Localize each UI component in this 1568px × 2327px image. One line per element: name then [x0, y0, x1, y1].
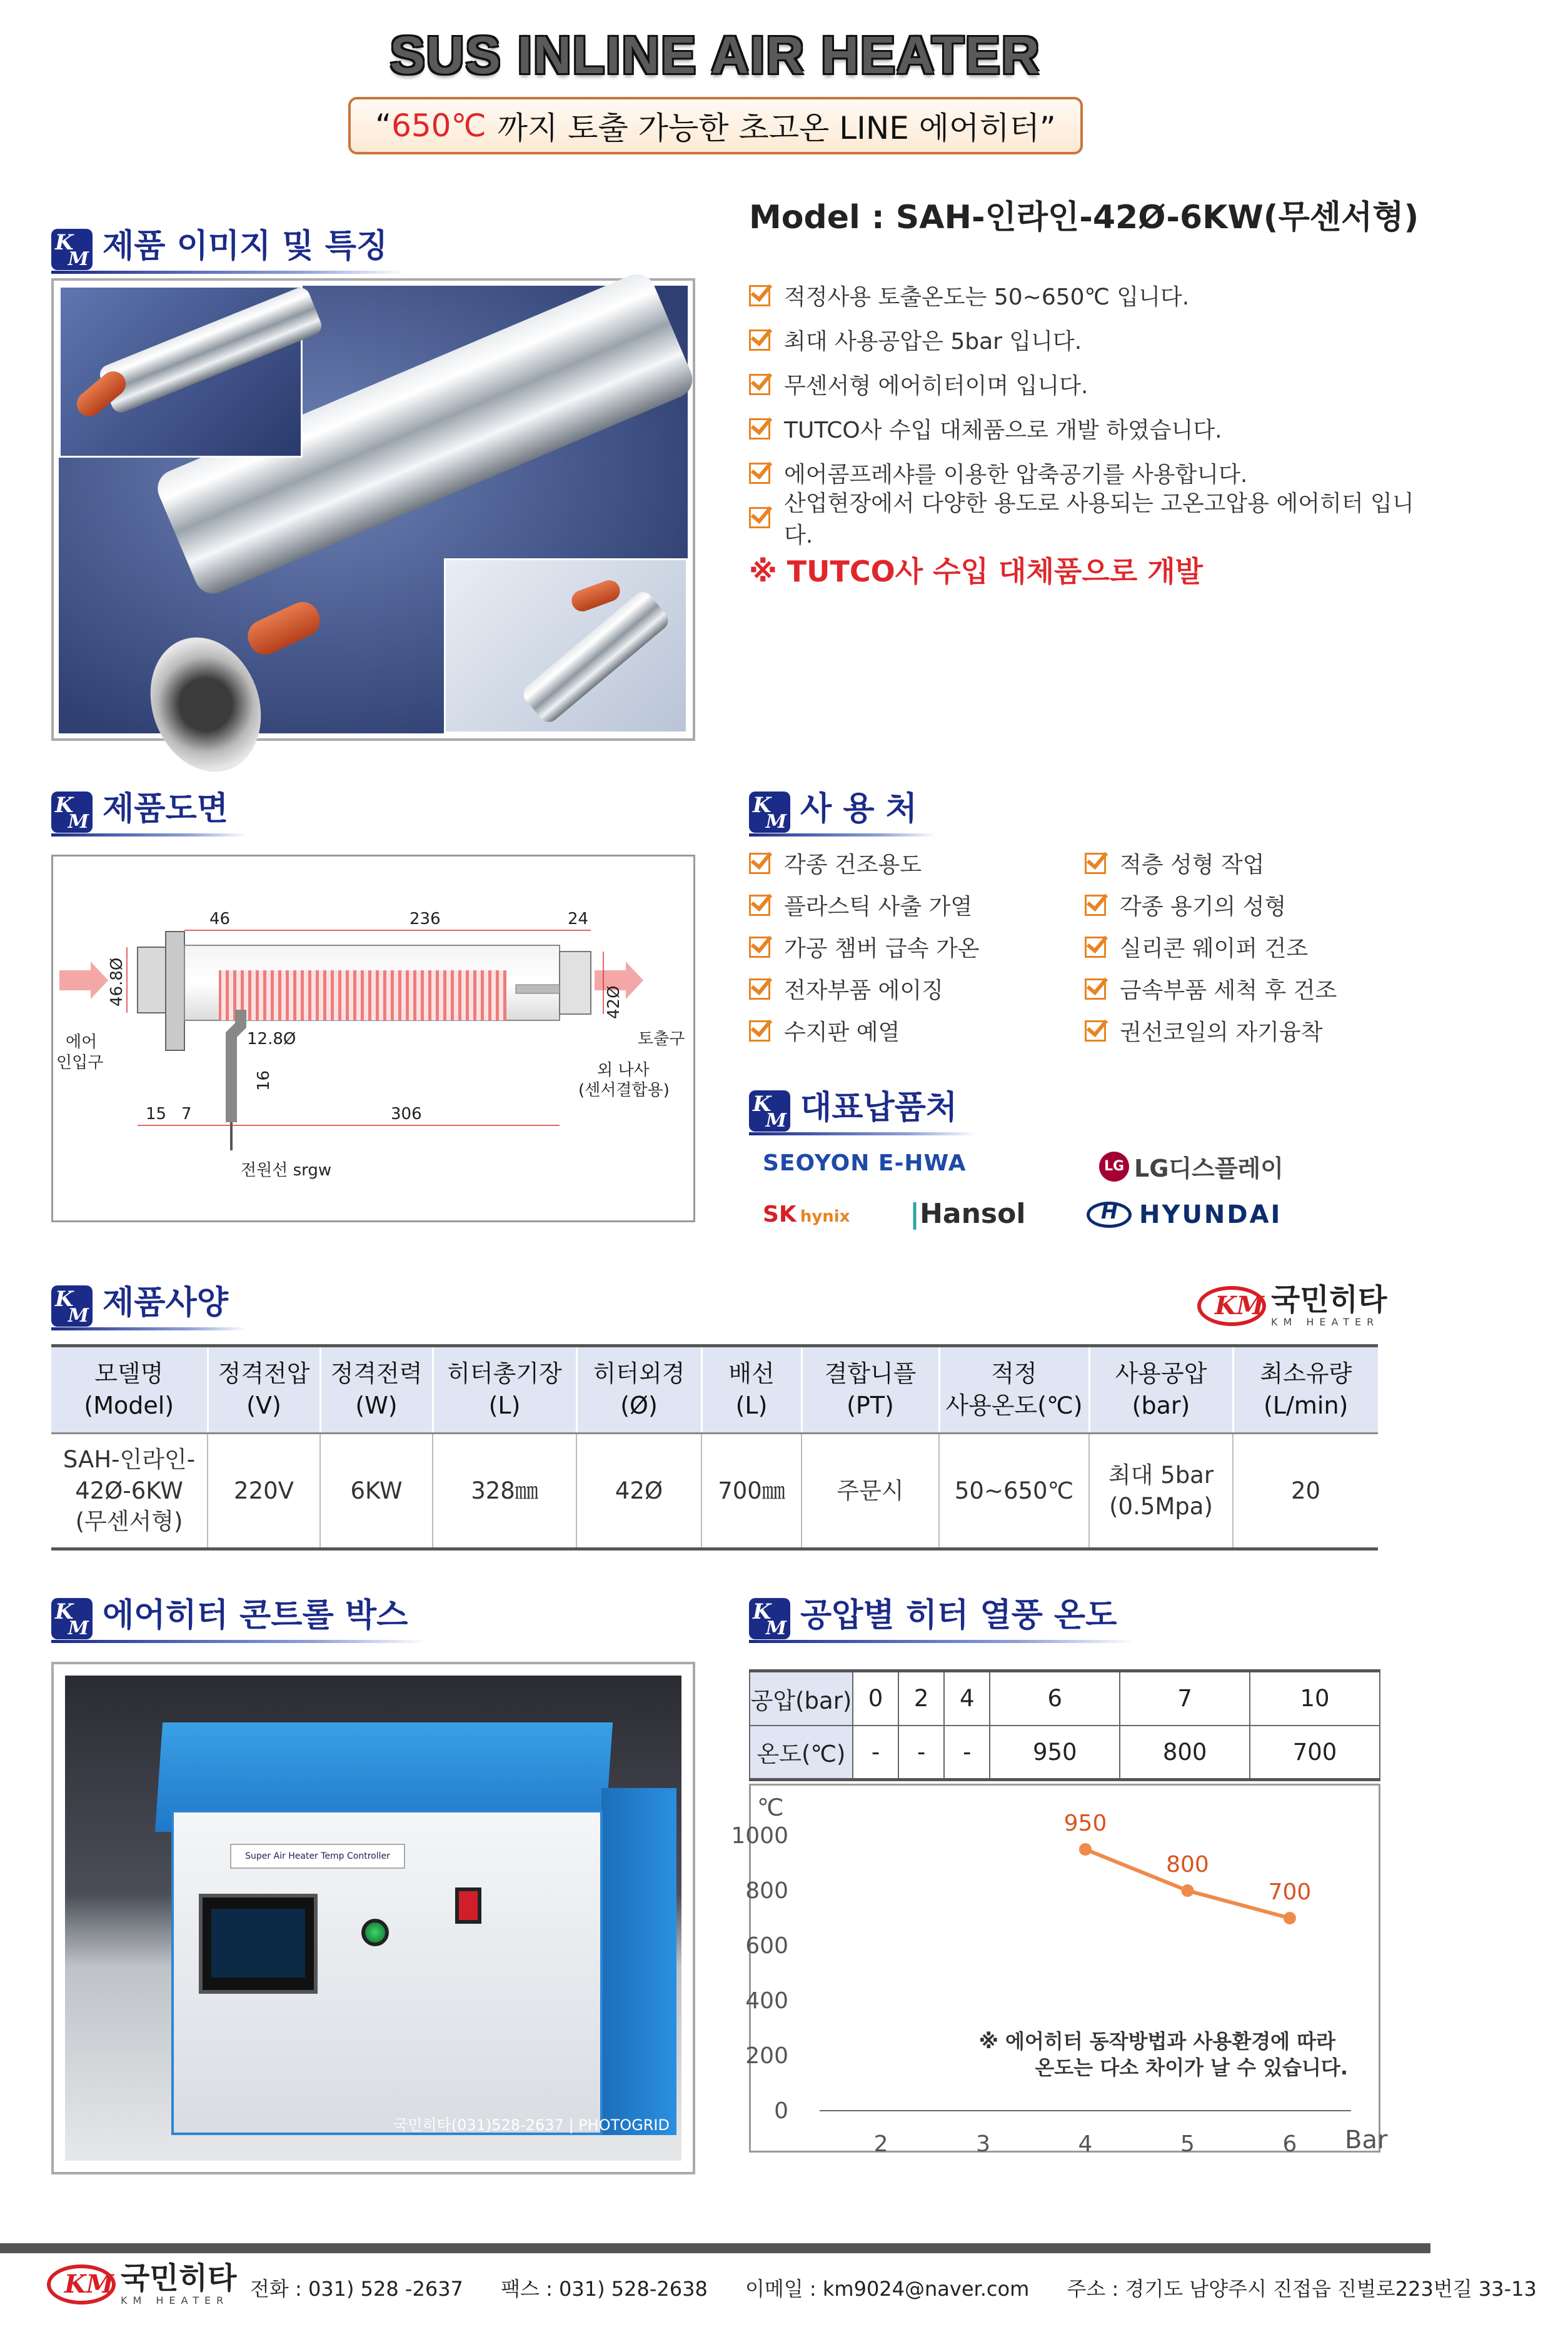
checkbox-icon: [1085, 978, 1106, 1000]
section-product-image: [51, 213, 388, 270]
feature-list: [749, 273, 1430, 548]
photo-caption: 국민히타(031)528-2637 | PHOTOGRID: [393, 2116, 670, 2134]
pressure-cell: 7: [1120, 1671, 1250, 1726]
usage-item: 실리콘 웨이퍼 건조: [1085, 926, 1337, 968]
subtitle-banner: [348, 97, 1083, 154]
drawing-pin: [516, 985, 560, 993]
label-thread-2: (센서결합용): [578, 1081, 670, 1100]
usage-item: 각종 용기의 성형: [1085, 884, 1337, 926]
label-power: 전원선 srgw: [241, 1161, 332, 1180]
chart-note-line-2: 온도는 다소 차이가 날 수 있습니다.: [1035, 2056, 1348, 2079]
km-logo-icon: K M: [51, 792, 93, 833]
checkbox-icon: [1085, 937, 1106, 958]
inset-photo-top: [59, 286, 303, 458]
checkbox-icon: [749, 374, 770, 395]
usage-item: 플라스틱 사출 가열: [749, 884, 980, 926]
spec-data-cell: 최대 5bar (0.5Mpa): [1089, 1434, 1233, 1549]
customer-hyundai-logo: H HYUNDAI: [1087, 1200, 1282, 1229]
chart-x-tick-label: 6: [1282, 2131, 1297, 2157]
control-box-photo: [51, 1662, 695, 2174]
drawing-flange: [166, 932, 184, 1050]
chart-y-tick-label: 200: [745, 2043, 788, 2069]
brand-mark-icon: KM: [1197, 1286, 1266, 1326]
dim-12-8: 12.8Ø: [247, 1030, 296, 1048]
checkbox-icon: [749, 418, 770, 440]
chart-data-point: [1284, 1912, 1296, 1924]
usage-item: 권선코일의 자기융착: [1085, 1010, 1337, 1052]
dim-46: 46: [209, 910, 231, 928]
spec-header-row: [51, 1346, 1378, 1434]
footer-address: 주소 : 경기도 남양주시 진접읍 진벌로223번길 33-13: [1067, 2277, 1537, 2301]
temperature-cell: -: [898, 1726, 944, 1780]
section-usage: [749, 775, 917, 833]
footer-contact: [250, 2273, 1568, 2302]
lg-mark-icon: LG: [1099, 1152, 1129, 1182]
chart-data-point: [1079, 1843, 1092, 1856]
checkbox-icon: [1085, 1020, 1106, 1042]
km-logo-icon: K M: [51, 1598, 93, 1639]
spec-data-cell: 220V: [208, 1434, 320, 1549]
dim-46-8: 46.8Ø: [108, 957, 126, 1007]
control-box-side-image: [601, 1788, 676, 2135]
spec-data-cell: 328㎜: [433, 1434, 576, 1549]
label-inlet-2: 인입구: [56, 1053, 104, 1072]
section-title-customers: 대표납품처: [800, 1081, 957, 1132]
section-title-pressure-temp: 공압별 히터 열풍 온도: [800, 1589, 1117, 1639]
dim-42: 42Ø: [605, 985, 623, 1019]
usage-item: 가공 챔버 급속 가온: [749, 926, 980, 968]
subtitle-text: 까지 토출 가능한 초고온 LINE 에어히터”: [497, 110, 1056, 146]
section-pressure-temp: [749, 1582, 1117, 1639]
inset-photo-bottom: [444, 558, 688, 733]
footer-bar: [0, 2243, 1430, 2253]
checkbox-icon: [749, 329, 770, 351]
spec-data-cell: 6KW: [320, 1434, 433, 1549]
usage-list-left: [749, 842, 980, 1052]
customer-seoyon-logo: SEOYON E-HWA: [763, 1150, 967, 1176]
green-lamp-icon: [361, 1919, 389, 1946]
checkbox-icon: [749, 285, 770, 306]
power-switch-icon: [455, 1887, 481, 1924]
feature-item: 무센서형 에어히터이며 입니다.: [749, 362, 1430, 406]
section-control-box: [51, 1582, 408, 1639]
checkbox-icon: [749, 937, 770, 958]
pressure-cell: 0: [853, 1671, 898, 1726]
spec-data-cell: 20: [1233, 1434, 1378, 1549]
spec-header-cell: 정격전압 (V): [208, 1346, 320, 1434]
section-title-control-box: 에어히터 콘트롤 박스: [103, 1589, 408, 1639]
technical-drawing: [51, 855, 695, 1222]
chart-note-line-1: ※ 에어히터 동작방법과 사용환경에 따라: [978, 2029, 1335, 2053]
footer-phone: 전화 : 031) 528 -2637: [250, 2277, 463, 2301]
feature-item: 최대 사용공압은 5bar 입니다.: [749, 318, 1430, 362]
dim-15: 15: [146, 1105, 167, 1123]
spec-data-row: [51, 1434, 1378, 1549]
chart-x-tick-label: 3: [976, 2131, 990, 2157]
chart-y-tick-label: 400: [745, 1988, 788, 2014]
spec-header-cell: 정격전력 (W): [320, 1346, 433, 1434]
km-logo-icon: K M: [51, 229, 93, 270]
spec-header-cell: 최소유량 (L/min): [1233, 1346, 1378, 1434]
pressure-table-label: 공압(bar): [750, 1671, 853, 1726]
spec-header-cell: 모델명 (Model): [51, 1346, 208, 1434]
pressure-cell: 2: [898, 1671, 944, 1726]
pressure-cell: 4: [944, 1671, 990, 1726]
customer-sk-logo: SK hynix: [763, 1202, 850, 1227]
spec-header-cell: 히터외경 (Ø): [576, 1346, 701, 1434]
drawing-nipple: [138, 947, 166, 1013]
km-logo-icon: K M: [749, 1090, 790, 1132]
pressure-table: [749, 1669, 1380, 1781]
checkbox-icon: [1085, 895, 1106, 916]
dim-7: 7: [181, 1105, 192, 1123]
usage-item: 수지판 예열: [749, 1010, 980, 1052]
chart-data-point: [1181, 1884, 1194, 1897]
spec-data-cell: 50~650℃: [939, 1434, 1089, 1549]
km-logo-icon: K M: [749, 1598, 790, 1639]
drawing-elbow: [231, 1010, 241, 1122]
checkbox-icon: [749, 895, 770, 916]
control-box-front-image: [171, 1810, 603, 2135]
chart-x-tick-label: 4: [1078, 2131, 1093, 2157]
customer-hansol-logo: |Hansol: [910, 1198, 1026, 1230]
label-inlet-1: 에어: [66, 1033, 98, 1052]
chart-y-tick-label: 800: [745, 1878, 788, 1904]
temperature-cell: 700: [1250, 1726, 1380, 1780]
temperature-chart: [731, 1784, 1388, 2157]
spec-header-cell: 배선 (L): [701, 1346, 802, 1434]
pressure-table-label: 온도(℃): [750, 1726, 853, 1780]
brand-logo-footer: KM 국민히타 KM HEATER: [47, 2263, 236, 2306]
dim-306: 306: [391, 1105, 422, 1123]
dim-16: 16: [254, 1070, 273, 1091]
feature-item: 산업현장에서 다양한 용도로 사용되는 고온고압용 에어히터 입니다.: [749, 495, 1430, 540]
section-spec: [51, 1269, 228, 1327]
brand-logo-top: KM 국민히타 KM HEATER: [1197, 1285, 1387, 1327]
temperature-cell: 800: [1120, 1726, 1250, 1780]
drawing-svg: [53, 857, 693, 1220]
spec-header-cell: 사용공압 (bar): [1089, 1346, 1233, 1434]
chart-x-tick-label: 2: [873, 2131, 888, 2157]
chart-svg: [731, 1786, 1388, 2157]
checkbox-icon: [749, 507, 770, 528]
drawing-coil: [219, 970, 506, 1020]
page-title: SUS INLINE AIR HEATER: [389, 26, 1041, 84]
footer-email: 이메일 : km9024@naver.com: [745, 2277, 1030, 2301]
dim-236: 236: [410, 910, 441, 928]
brand-mark-icon: KM: [47, 2264, 116, 2304]
label-outlet: 토출구: [638, 1030, 685, 1048]
usage-list-right: [1085, 842, 1337, 1052]
section-drawing: [51, 775, 228, 833]
drawing-outlet-thread: [560, 952, 591, 1014]
hyundai-mark-icon: [1087, 1202, 1132, 1228]
temperature-cell: -: [944, 1726, 990, 1780]
checkbox-icon: [749, 978, 770, 1000]
dim-24: 24: [568, 910, 589, 928]
pressure-cell: 6: [990, 1671, 1120, 1726]
pressure-row: [750, 1671, 1380, 1726]
chart-data-label: 800: [1166, 1852, 1209, 1877]
chart-y-label: ℃: [757, 1794, 784, 1821]
product-photo: [51, 278, 695, 741]
chart-y-tick-label: 600: [745, 1933, 788, 1959]
chart-data-label: 700: [1268, 1879, 1312, 1905]
section-title-drawing: 제품도면: [103, 782, 228, 833]
km-logo-icon: K M: [51, 1285, 93, 1327]
spec-data-cell: 700㎜: [701, 1434, 802, 1549]
spec-data-cell: 42Ø: [576, 1434, 701, 1549]
red-connector-image: [243, 596, 325, 660]
checkbox-icon: [749, 463, 770, 484]
footer-fax: 팩스 : 031) 528-2638: [501, 2277, 708, 2301]
chart-x-tick-label: 5: [1180, 2131, 1195, 2157]
pressure-cell: 10: [1250, 1671, 1380, 1726]
label-thread-1: 외 나사: [597, 1061, 650, 1080]
usage-item: 적층 성형 작업: [1085, 842, 1337, 884]
temperature-cell: 950: [990, 1726, 1120, 1780]
highlight-note: ※ TUTCO사 수입 대체품으로 개발: [749, 555, 1204, 588]
feature-item: 에어콤프레샤를 이용한 압축공기를 사용합니다.: [749, 451, 1430, 495]
section-title-usage: 사 용 처: [800, 782, 917, 833]
temperature-cell: -: [853, 1726, 898, 1780]
chart-x-label: Bar: [1345, 2126, 1388, 2154]
checkbox-icon: [749, 1020, 770, 1042]
spec-table: [51, 1344, 1378, 1550]
spec-header-cell: 적정 사용온도(℃): [939, 1346, 1089, 1434]
temperature-row: [750, 1726, 1380, 1780]
temp-controller-display: [199, 1894, 318, 1994]
spec-data-cell: 주문시: [802, 1434, 939, 1549]
chart-y-tick-label: 1000: [731, 1823, 788, 1849]
checkbox-icon: [1085, 853, 1106, 874]
checkbox-icon: [749, 853, 770, 874]
km-logo-icon: K M: [749, 792, 790, 833]
usage-item: 각종 건조용도: [749, 842, 980, 884]
drawing-inlet-arrow: [59, 962, 108, 999]
model-title: Model : SAH-인라인-42Ø-6KW(무센서형): [749, 199, 1419, 236]
section-title-spec: 제품사양: [103, 1276, 228, 1327]
feature-item: TUTCO사 수입 대체품으로 개발 하였습니다.: [749, 406, 1430, 451]
subtitle-quote: “: [375, 108, 392, 144]
feature-item: 적정사용 토출온도는 50~650℃ 입니다.: [749, 273, 1430, 318]
control-panel-label: Super Air Heater Temp Controller: [230, 1844, 405, 1869]
spec-header-cell: 히터총기장 (L): [433, 1346, 576, 1434]
usage-item: 금속부품 세척 후 건조: [1085, 968, 1337, 1010]
spec-data-cell: SAH-인라인- 42Ø-6KW (무센서형): [51, 1434, 208, 1549]
section-title-product-image: 제품 이미지 및 특징: [103, 219, 388, 270]
chart-data-label: 950: [1063, 1811, 1107, 1836]
subtitle-highlight: 650℃: [391, 108, 486, 144]
usage-item: 전자부품 에이징: [749, 968, 980, 1010]
spec-header-cell: 결합니플 (PT): [802, 1346, 939, 1434]
section-customers: [749, 1074, 957, 1132]
customer-lg-logo: LG LG디스플레이: [1099, 1149, 1284, 1184]
chart-y-tick-label: 0: [774, 2098, 788, 2124]
